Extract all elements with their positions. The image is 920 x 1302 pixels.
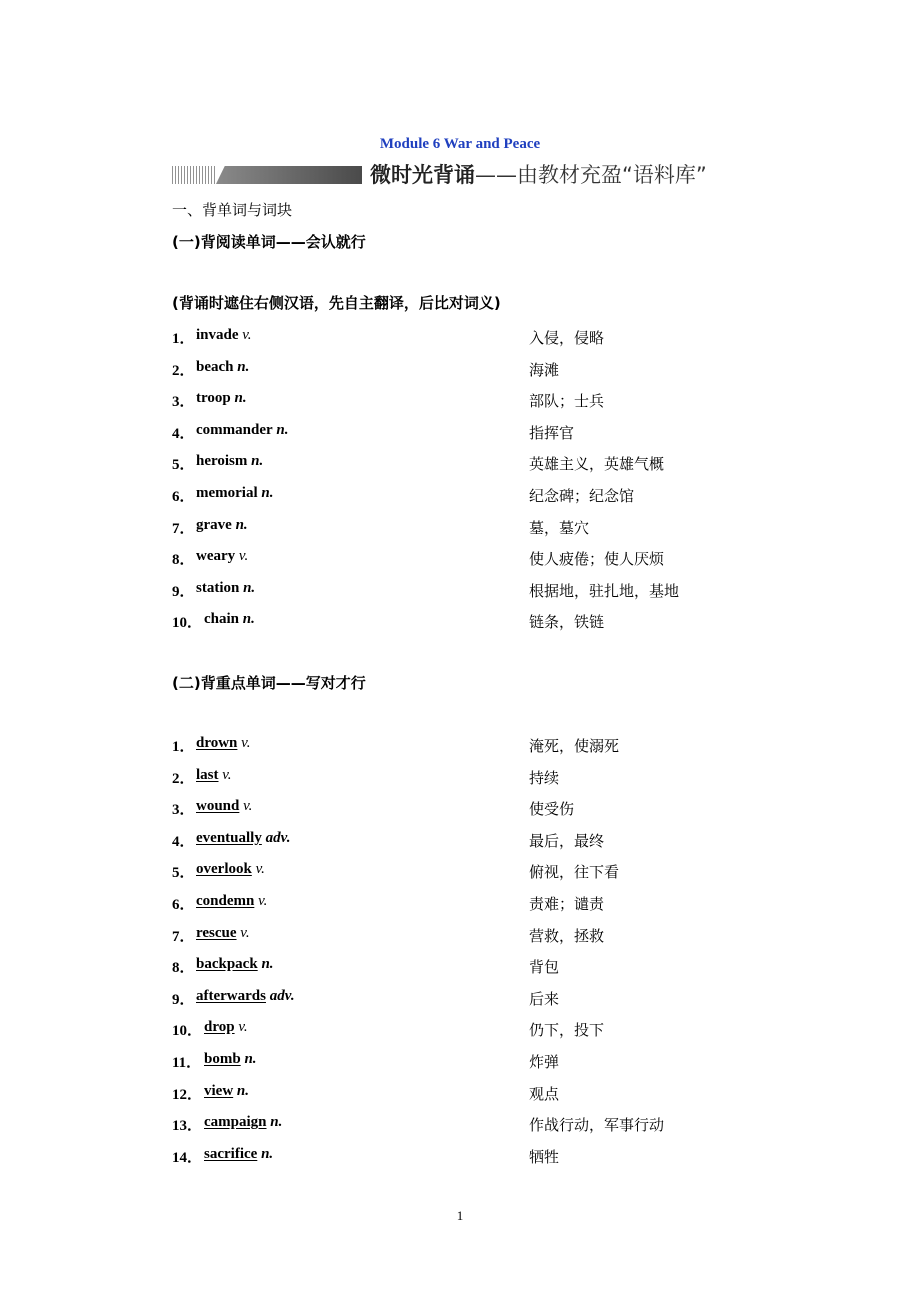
english-word: overlook v. — [196, 861, 265, 878]
part-of-speech: n. — [230, 390, 247, 407]
english-word: condemn v. — [196, 893, 268, 909]
item-number: 10． — [172, 615, 203, 632]
chinese-meaning: 部队；士兵 — [529, 392, 605, 411]
part-of-speech: v. — [235, 548, 249, 565]
item-number: 14． — [172, 1149, 203, 1166]
part-of-speech: v. — [234, 1019, 248, 1036]
item-number: 2． — [172, 770, 195, 787]
english-word: drown v. — [196, 735, 251, 751]
word-row — [172, 956, 732, 980]
english-word: station n. — [196, 579, 256, 596]
chinese-meaning: 炸弹 — [529, 1053, 560, 1071]
word-row — [172, 1051, 732, 1075]
word-row — [172, 861, 732, 885]
chinese-meaning: 使人疲倦；使人厌烦 — [529, 550, 665, 569]
part1-title: (一)背阅读单词——会认就行 — [172, 233, 366, 251]
part-of-speech: n. — [233, 358, 250, 375]
item-number: 2． — [172, 362, 195, 379]
section1-title: 一、背单词与词块 — [172, 201, 293, 219]
chinese-meaning: 营救，拯救 — [529, 926, 605, 945]
word-row — [172, 767, 732, 791]
chinese-meaning: 牺牲 — [529, 1147, 560, 1166]
english-word: troop n. — [196, 390, 247, 407]
part-of-speech: n. — [247, 453, 264, 470]
banner-bar-decoration — [216, 166, 362, 184]
english-word: eventually adv. — [196, 829, 291, 846]
part-of-speech: v. — [254, 893, 268, 909]
english-word: invade v. — [196, 327, 252, 343]
chinese-meaning: 根据地，驻扎地，基地 — [529, 581, 680, 600]
item-number: 9． — [172, 583, 195, 600]
word-row — [172, 517, 732, 541]
word-row — [172, 580, 732, 604]
chinese-meaning: 背包 — [529, 958, 560, 977]
chinese-meaning: 使受伤 — [529, 800, 575, 819]
part-of-speech: v. — [237, 735, 251, 751]
english-word: heroism n. — [196, 453, 264, 470]
chinese-meaning: 持续 — [529, 768, 560, 787]
item-number: 11． — [172, 1055, 202, 1071]
chinese-meaning: 入侵，侵略 — [529, 329, 605, 347]
english-word: backpack n. — [196, 956, 274, 973]
word-row — [172, 1114, 732, 1138]
english-word: beach n. — [196, 358, 250, 375]
module-title: Module 6 War and Peace — [379, 136, 541, 152]
word-row — [172, 422, 732, 446]
banner-hatch-decoration — [172, 166, 216, 184]
chinese-meaning: 仍下，投下 — [529, 1021, 605, 1040]
part-of-speech: n. — [257, 485, 274, 501]
word-row — [172, 1083, 732, 1107]
item-number: 8． — [172, 552, 195, 569]
chinese-meaning: 指挥官 — [529, 423, 575, 442]
item-number: 8． — [172, 960, 195, 977]
item-number: 3． — [172, 802, 195, 819]
item-number: 3． — [172, 394, 195, 411]
part-of-speech: v. — [218, 766, 232, 783]
english-word: campaign n. — [204, 1114, 283, 1131]
english-word: commander n. — [196, 421, 289, 438]
english-word: bomb n. — [204, 1051, 257, 1067]
chinese-meaning: 纪念碑；纪念馆 — [529, 487, 635, 505]
chinese-meaning: 俯视，往下看 — [529, 863, 620, 882]
item-number: 9． — [172, 991, 195, 1008]
item-number: 4． — [172, 425, 195, 442]
part-of-speech: n. — [240, 1051, 257, 1067]
chinese-meaning: 责难；谴责 — [529, 895, 605, 913]
item-number: 5． — [172, 865, 195, 882]
chinese-meaning: 后来 — [529, 989, 560, 1008]
english-word: grave n. — [196, 516, 248, 533]
part-of-speech: n. — [231, 516, 248, 533]
part-of-speech: v. — [238, 327, 252, 343]
part-of-speech: n. — [239, 611, 255, 628]
word-row — [172, 925, 732, 949]
part-of-speech: n. — [272, 421, 289, 438]
word-row — [172, 359, 732, 383]
section-banner — [172, 160, 732, 190]
item-number: 4． — [172, 833, 195, 850]
item-number: 12． — [172, 1086, 203, 1103]
part-of-speech: v. — [236, 924, 250, 941]
word-row — [172, 485, 732, 509]
page-number: 1 — [456, 1208, 464, 1223]
english-word: wound v. — [196, 798, 253, 815]
chinese-meaning: 淹死，使溺死 — [529, 737, 620, 755]
chinese-meaning: 观点 — [529, 1084, 560, 1103]
english-word: last v. — [196, 766, 232, 783]
word-row — [172, 611, 732, 635]
part1-instruction: (背诵时遮住右侧汉语，先自主翻译，后比对词义) — [172, 294, 501, 312]
part-of-speech: n. — [233, 1082, 250, 1099]
english-word: afterwards adv. — [196, 987, 295, 1004]
word-row — [172, 1019, 732, 1043]
item-number: 7． — [172, 520, 195, 537]
item-number: 7． — [172, 928, 195, 945]
item-number: 13． — [172, 1118, 203, 1135]
english-word: drop v. — [204, 1019, 248, 1036]
item-number: 1． — [172, 739, 195, 755]
english-word: rescue v. — [196, 924, 250, 941]
word-row — [172, 1146, 732, 1170]
english-word: sacrifice n. — [204, 1145, 274, 1162]
word-row — [172, 798, 732, 822]
chinese-meaning: 海滩 — [529, 360, 560, 379]
item-number: 6． — [172, 897, 195, 913]
part-of-speech: adv. — [261, 829, 291, 846]
chinese-meaning: 作战行动，军事行动 — [529, 1116, 665, 1135]
part-of-speech: n. — [266, 1114, 283, 1131]
word-row — [172, 735, 732, 759]
word-row — [172, 830, 732, 854]
banner-main-text: 微时光背诵 — [370, 163, 475, 187]
banner-text — [370, 160, 707, 190]
english-word: view n. — [204, 1082, 250, 1099]
chinese-meaning: 英雄主义，英雄气概 — [529, 455, 665, 474]
part-of-speech: n. — [239, 579, 256, 596]
word-row — [172, 453, 732, 477]
item-number: 10． — [172, 1023, 203, 1040]
part-of-speech: adv. — [265, 987, 295, 1004]
banner-sub-text: ——由教材充盈“语料库” — [475, 163, 707, 187]
word-row — [172, 988, 732, 1012]
word-row — [172, 893, 732, 917]
word-row — [172, 548, 732, 572]
english-word: memorial n. — [196, 485, 274, 501]
chinese-meaning: 链条，铁链 — [529, 613, 605, 632]
part-of-speech: n. — [257, 956, 274, 973]
english-word: chain n. — [204, 611, 255, 628]
word-row — [172, 390, 732, 414]
chinese-meaning: 墓，墓穴 — [529, 518, 590, 537]
word-row — [172, 327, 732, 351]
part-of-speech: n. — [257, 1145, 274, 1162]
item-number: 1． — [172, 331, 195, 347]
part-of-speech: v. — [251, 861, 265, 878]
item-number: 6． — [172, 489, 195, 505]
chinese-meaning: 最后，最终 — [529, 831, 605, 850]
part-of-speech: v. — [239, 798, 253, 815]
english-word: weary v. — [196, 548, 249, 565]
part2-title: (二)背重点单词——写对才行 — [172, 674, 366, 692]
item-number: 5． — [172, 457, 195, 474]
